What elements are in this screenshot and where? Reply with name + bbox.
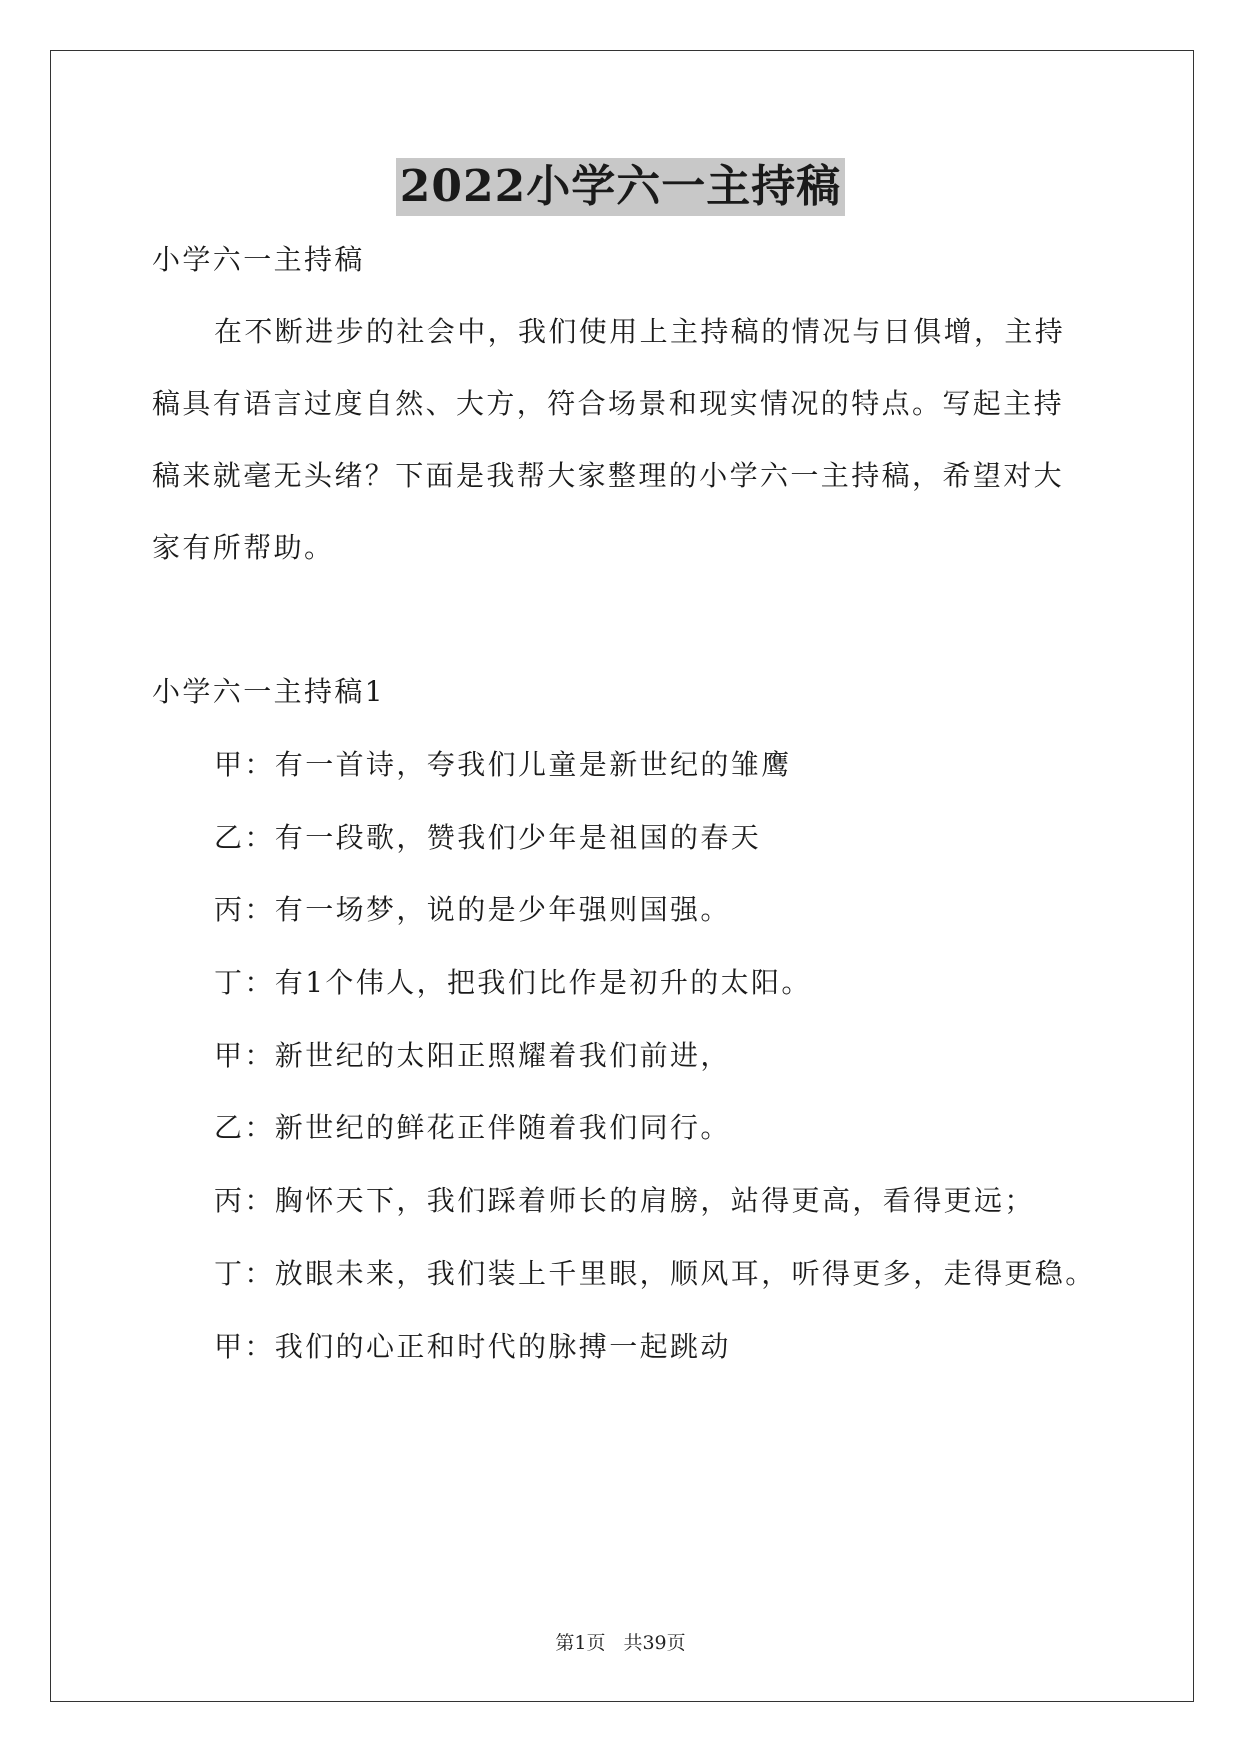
page-total: 共39页	[623, 1632, 686, 1654]
page-number: 第1页	[555, 1632, 606, 1654]
dialogue-line-4: 丁：有1个伟人，把我们比作是初升的太阳。	[214, 966, 812, 999]
dialogue-line-2: 乙：有一段歌，赞我们少年是祖国的春天	[214, 821, 762, 854]
intro-line-2: 稿具有语言过度自然、大方，符合场景和现实情况的特点。写起主持	[152, 387, 1065, 420]
dialogue-line-7: 丙：胸怀天下，我们踩着师长的肩膀，站得更高，看得更远；	[214, 1184, 1035, 1217]
intro-line-1: 在不断进步的社会中，我们使用上主持稿的情况与日俱增，主持	[214, 315, 1066, 348]
dialogue-line-9: 甲：我们的心正和时代的脉搏一起跳动	[214, 1330, 731, 1363]
page-border	[50, 50, 1194, 1702]
dialogue-line-3: 丙：有一场梦，说的是少年强则国强。	[214, 893, 731, 926]
dialogue-line-6: 乙：新世纪的鲜花正伴随着我们同行。	[214, 1111, 731, 1144]
subtitle: 小学六一主持稿	[152, 243, 365, 276]
document-title: 2022小学六一主持稿	[396, 158, 845, 216]
title-container	[0, 158, 1241, 216]
dialogue-line-5: 甲：新世纪的太阳正照耀着我们前进，	[214, 1039, 731, 1072]
intro-line-3: 稿来就毫无头绪？下面是我帮大家整理的小学六一主持稿，希望对大	[152, 459, 1065, 492]
dialogue-line-8: 丁：放眼未来，我们装上千里眼，顺风耳，听得更多，走得更稳。	[214, 1257, 1096, 1290]
page-footer	[0, 1630, 1241, 1656]
intro-line-4: 家有所帮助。	[152, 531, 335, 564]
section-heading: 小学六一主持稿1	[152, 675, 386, 708]
dialogue-line-1: 甲：有一首诗，夸我们儿童是新世纪的雏鹰	[214, 748, 792, 781]
